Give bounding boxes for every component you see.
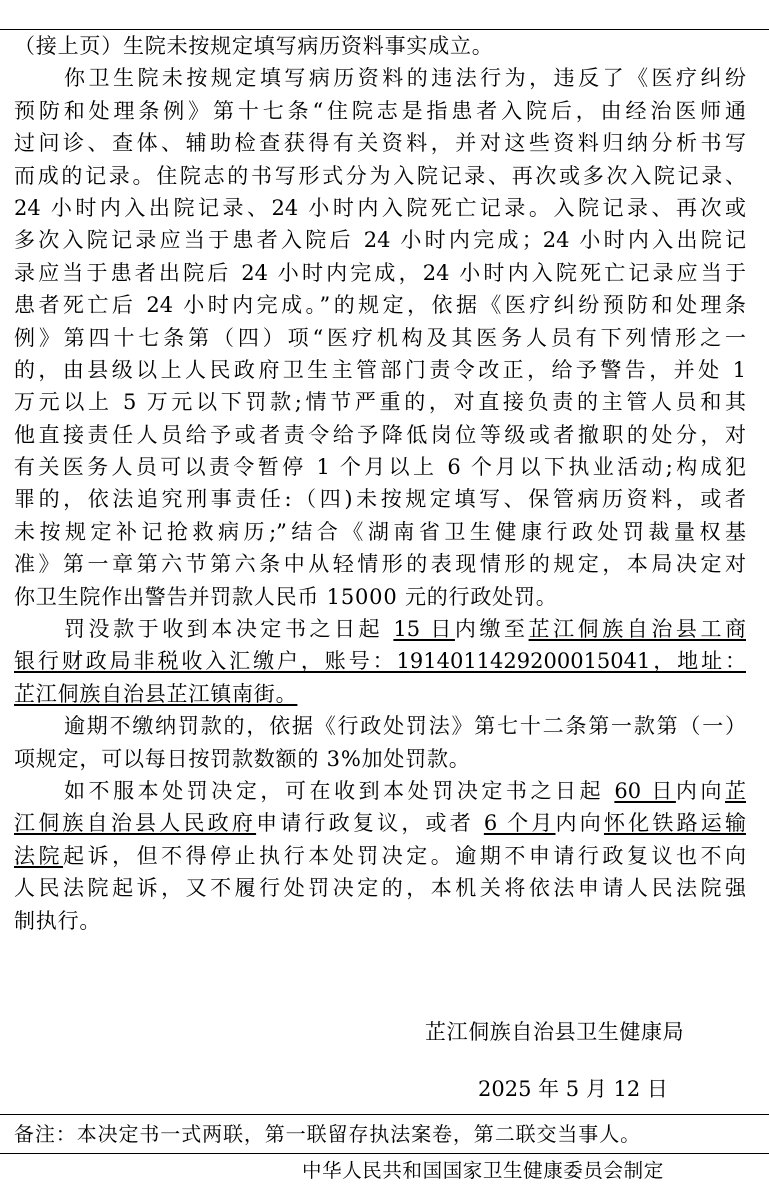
body-line [14, 289, 746, 321]
body-line [14, 710, 746, 742]
underlined-text: 15 日 [393, 617, 455, 642]
underlined-text: 怀化铁路运输 [603, 811, 746, 836]
text-segment: 而成的记录。住院志的书写形式分为入院记录、再次或多次入院记录、 [14, 163, 746, 188]
text-segment: （接上页）生院未按规定填写病历资料事实成立。 [14, 34, 494, 58]
text-segment: 内向 [555, 811, 604, 836]
body-line [14, 872, 746, 904]
body-line [14, 613, 746, 645]
text-segment: 预防和处理条例》第十七条“住院志是指患者入院后，由经治医师通 [14, 98, 746, 123]
text-segment: 24 小时内入出院记录、24 小时内入院死亡记录。入院记录、再次或 [14, 195, 746, 220]
text-segment: 他直接责任人员给予或者责令给予降低岗位等级或者撤职的处分，对 [14, 422, 746, 447]
text-segment: 万元以上 5 万元以下罚款;情节严重的，对直接负责的主管人员和其 [14, 390, 746, 415]
body-line [14, 645, 746, 677]
text-segment: 起诉，但不得停止执行本处罚决定。逾期不申请行政复议也不向 [63, 843, 747, 868]
text-segment: 准》第一章第六节第六条中从轻情形的表现情形的规定，本局决定对 [14, 552, 746, 577]
body-line [14, 451, 746, 483]
issuer-name: 芷江侗族自治县卫生健康局 [425, 1020, 685, 1044]
body-line [14, 354, 746, 386]
underlined-text: 60 日 [614, 778, 676, 803]
body-line [14, 95, 746, 127]
body-line [14, 224, 746, 256]
footer-note: 备注：本决定书一式两联，第一联留存执法案卷，第二联交当事人。 [14, 1122, 641, 1146]
body-line [14, 581, 746, 613]
text-segment: 罚没款于收到本决定书之日起 [64, 617, 394, 642]
text-segment: 项规定，可以每日按罚款数额的 3%加处罚款。 [14, 746, 471, 771]
body-line [14, 840, 746, 872]
text-segment: 录应当于患者出院后 24 小时内完成，24 小时内入院死亡记录应当于 [14, 260, 746, 285]
text-segment: 过问诊、查体、辅助检查获得有关资料，并对这些资料归纳分析书写 [14, 131, 746, 156]
body-line [14, 192, 746, 224]
body-line [14, 127, 746, 159]
body-line [14, 62, 746, 94]
body-line [14, 419, 746, 451]
body-line [14, 678, 746, 710]
underlined-text: 江侗族自治县人民政府 [14, 811, 257, 836]
body-line [14, 548, 746, 580]
underlined-text: 6 个月 [483, 811, 556, 836]
underlined-text: 法院 [14, 843, 64, 868]
text-segment: 多次入院记录应当于患者入院后 24 小时内完成；24 小时内入出院记 [14, 228, 746, 253]
body-line [14, 30, 746, 62]
text-segment: 有关医务人员可以责令暂停 1 个月以上 6 个月以下执业活动;构成犯 [14, 455, 746, 480]
text-segment: 如不服本处罚决定，可在收到本处罚决定书之日起 [64, 778, 615, 803]
text-segment: 你卫生院作出警告并罚款人民币 15000 元的行政处罚。 [14, 584, 558, 609]
text-segment: 人民法院起诉，又不履行处罚决定的，本机关将依法申请人民法院强 [14, 876, 746, 901]
text-segment: 患者死亡后 24 小时内完成。”的规定，依据《医疗纠纷预防和处理条 [14, 293, 746, 318]
body-line [14, 257, 746, 289]
text-segment: 逾期不缴纳罚款的，依据《行政处罚法》第七十二条第一款第（一） [64, 714, 746, 739]
body-line [14, 160, 746, 192]
text-segment: 制执行。 [14, 908, 102, 933]
footer-rule-top [0, 1114, 769, 1115]
issue-date: 2025 年 5 月 12 日 [478, 1077, 668, 1101]
footer-maker: 中华人民共和国国家卫生健康委员会制定 [302, 1159, 664, 1182]
underlined-text: 芷 [725, 778, 746, 803]
text-segment: 的，由县级以上人民政府卫生主管部门责令改正，给予警告，并处 1 [14, 357, 746, 382]
text-segment: 例》第四十七条第（四）项“医疗机构及其医务人员有下列情形之一 [14, 325, 746, 350]
decision-body [14, 30, 746, 937]
body-line [14, 516, 746, 548]
body-line [14, 483, 746, 515]
text-segment: 内缴至 [454, 617, 529, 642]
underlined-text: 芷江侗族自治县芷江镇南街。 [14, 681, 298, 706]
text-segment: 你卫生院未按规定填写病历资料的违法行为，违反了《医疗纠纷 [64, 66, 746, 91]
text-segment: 申请行政复议，或者 [256, 811, 484, 836]
underlined-text: 银行财政局非税收入汇缴户，账号：1914011429200015041，地址： [14, 649, 746, 674]
footer-rule-bottom [0, 1153, 769, 1154]
body-line [14, 386, 746, 418]
body-line [14, 743, 746, 775]
body-line [14, 905, 746, 937]
text-segment: 罪的，依法追究刑事责任:（四)未按规定填写、保管病历资料，或者 [14, 487, 746, 512]
body-line [14, 775, 746, 807]
text-segment: 未按规定补记抢救病历;”结合《湖南省卫生健康行政处罚裁量权基 [14, 519, 746, 544]
underlined-text: 芷江侗族自治县工商 [528, 617, 746, 642]
text-segment: 内向 [675, 778, 725, 803]
body-line [14, 322, 746, 354]
body-line [14, 807, 746, 839]
